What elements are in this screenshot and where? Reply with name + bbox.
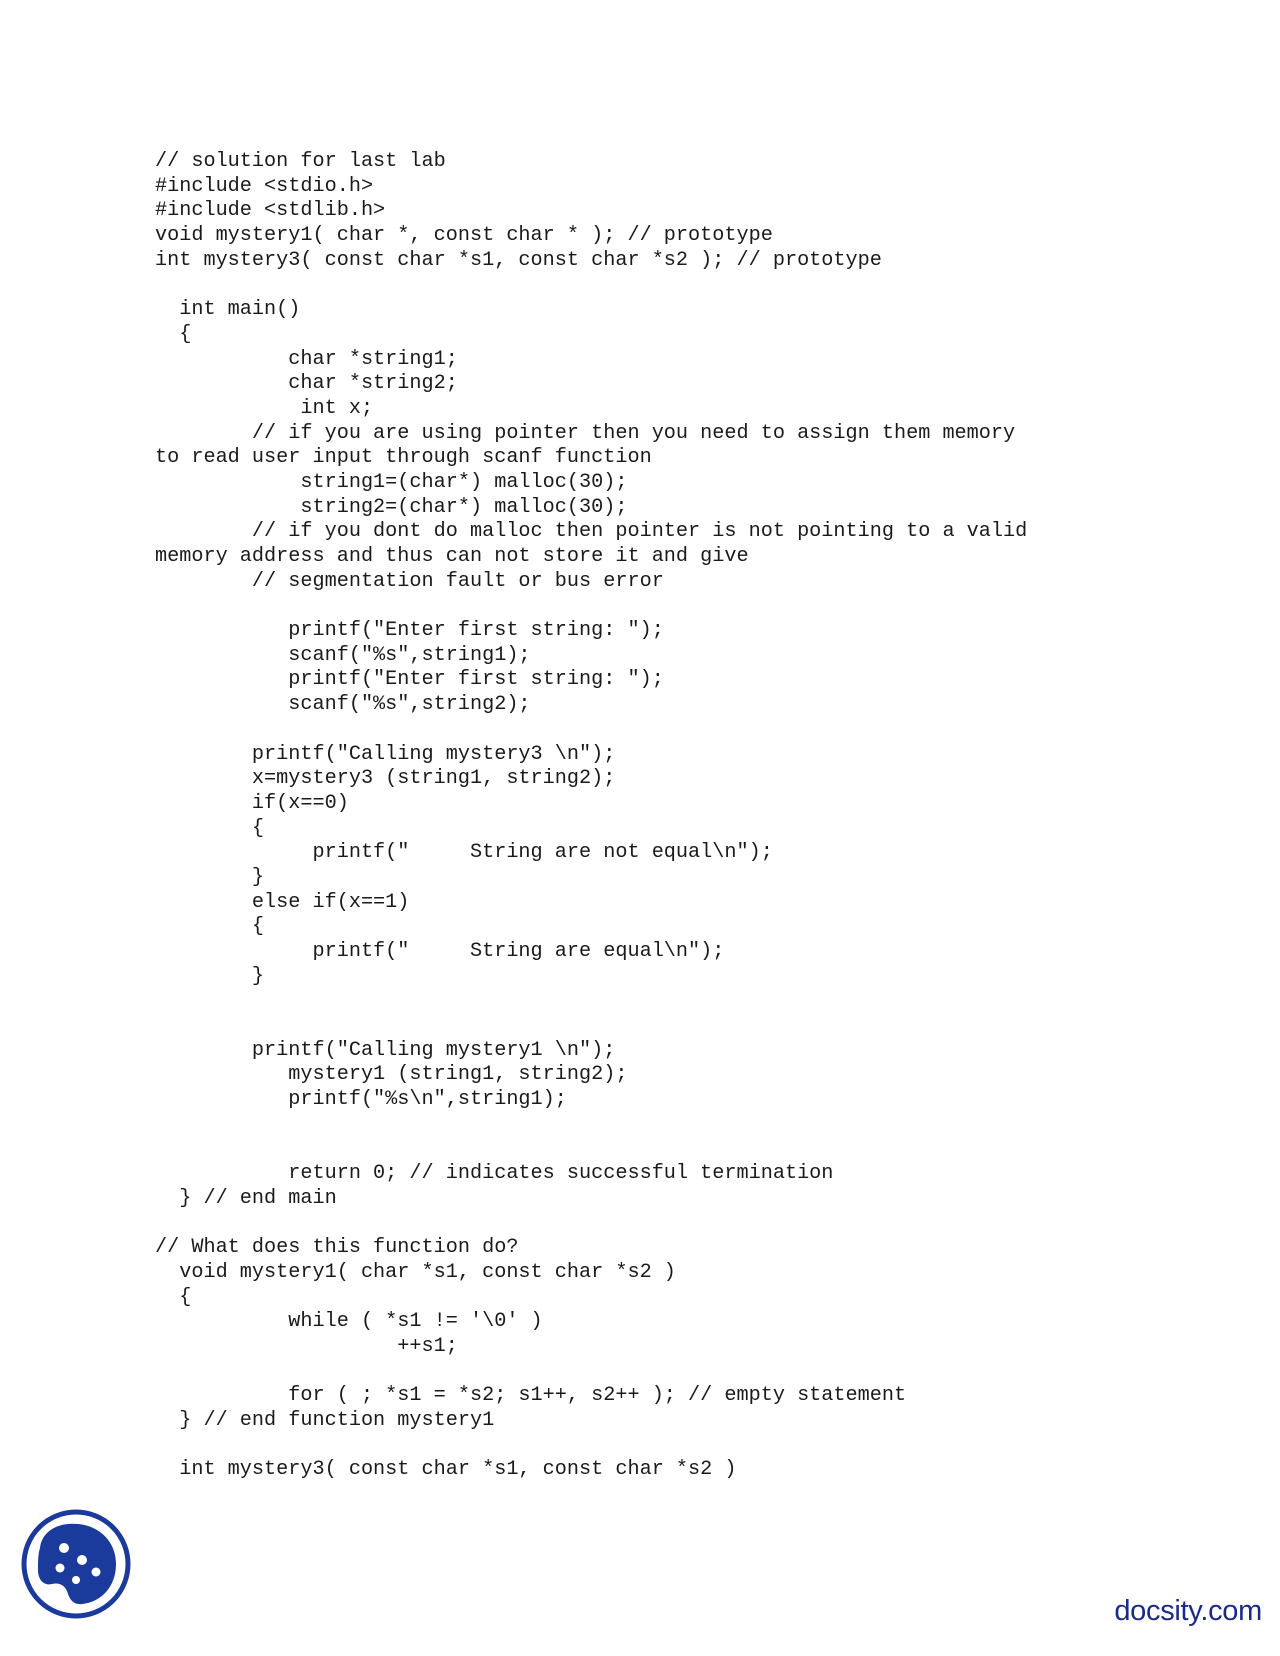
code-line: // if you are using pointer then you need to assign them memory	[155, 421, 1016, 445]
code-line: // segmentation fault or bus error	[155, 569, 664, 593]
code-line: {	[155, 816, 265, 840]
code-line: printf(" String are not equal\n");	[155, 841, 773, 865]
code-line	[155, 1014, 1215, 1039]
code-line: }	[155, 964, 265, 988]
code-line: if(x==0)	[155, 791, 349, 815]
code-line: }	[155, 865, 265, 889]
code-line: string2=(char*) malloc(30);	[155, 495, 628, 519]
code-line	[155, 273, 1215, 298]
code-line	[155, 989, 1215, 1014]
code-line	[155, 1360, 1215, 1385]
code-line: printf("Calling mystery3 \n");	[155, 742, 616, 766]
code-line: // solution for last lab	[155, 150, 446, 173]
code-listing	[155, 150, 1215, 1483]
code-line: char *string1;	[155, 347, 458, 371]
code-line: void mystery1( char *s1, const char *s2 )	[155, 1260, 676, 1284]
code-line: else if(x==1)	[155, 890, 410, 914]
code-line: mystery1 (string1, string2);	[155, 1063, 628, 1087]
code-line: return 0; // indicates successful termination	[155, 1162, 834, 1186]
code-line: int mystery3( const char *s1, const char *s2 ); // prototype	[155, 248, 882, 272]
code-line: } // end function mystery1	[155, 1409, 495, 1433]
code-line: for ( ; *s1 = *s2; s1++, s2++ ); // empty statement	[155, 1384, 907, 1408]
code-line: int x;	[155, 396, 374, 420]
code-line: printf("Calling mystery1 \n");	[155, 1038, 616, 1062]
code-line	[155, 1212, 1215, 1237]
code-line: to read user input through scanf function	[155, 446, 652, 470]
code-line: x=mystery3 (string1, string2);	[155, 767, 616, 791]
code-line: ++s1;	[155, 1335, 458, 1358]
code-line: printf(" String are equal\n");	[155, 940, 725, 963]
code-line: printf("%s\n",string1);	[155, 1088, 567, 1112]
code-line	[155, 718, 1215, 743]
code-line: int main()	[155, 298, 301, 322]
code-line	[155, 1434, 1215, 1459]
code-line: #include <stdio.h>	[155, 174, 374, 198]
code-line: {	[155, 1285, 192, 1309]
code-line	[155, 1138, 1215, 1163]
code-line: printf("Enter first string: ");	[155, 619, 664, 643]
code-line: memory address and thus can not store it and give	[155, 545, 749, 568]
code-line: char *string2;	[155, 372, 458, 396]
code-line: void mystery1( char *, const char * ); // prototype	[155, 224, 773, 248]
code-line	[155, 1113, 1215, 1138]
code-line: {	[155, 915, 265, 939]
code-line: printf("Enter first string: ");	[155, 668, 664, 692]
code-line: string1=(char*) malloc(30);	[155, 470, 628, 494]
code-line: } // end main	[155, 1186, 337, 1210]
code-line: // What does this function do?	[155, 1236, 519, 1260]
docsity-brand-link[interactable]: docsity.com	[1114, 1595, 1262, 1627]
code-line: scanf("%s",string1);	[155, 643, 531, 667]
docsity-logo-icon	[20, 1508, 132, 1620]
code-line: int mystery3( const char *s1, const char *s2 )	[155, 1458, 737, 1482]
code-line	[155, 594, 1215, 619]
code-line: {	[155, 322, 192, 346]
code-line: #include <stdlib.h>	[155, 199, 386, 223]
code-line: while ( *s1 != '\0' )	[155, 1310, 543, 1334]
code-line: // if you dont do malloc then pointer is not pointing to a valid	[155, 520, 1028, 544]
code-line: scanf("%s",string2);	[155, 693, 531, 717]
